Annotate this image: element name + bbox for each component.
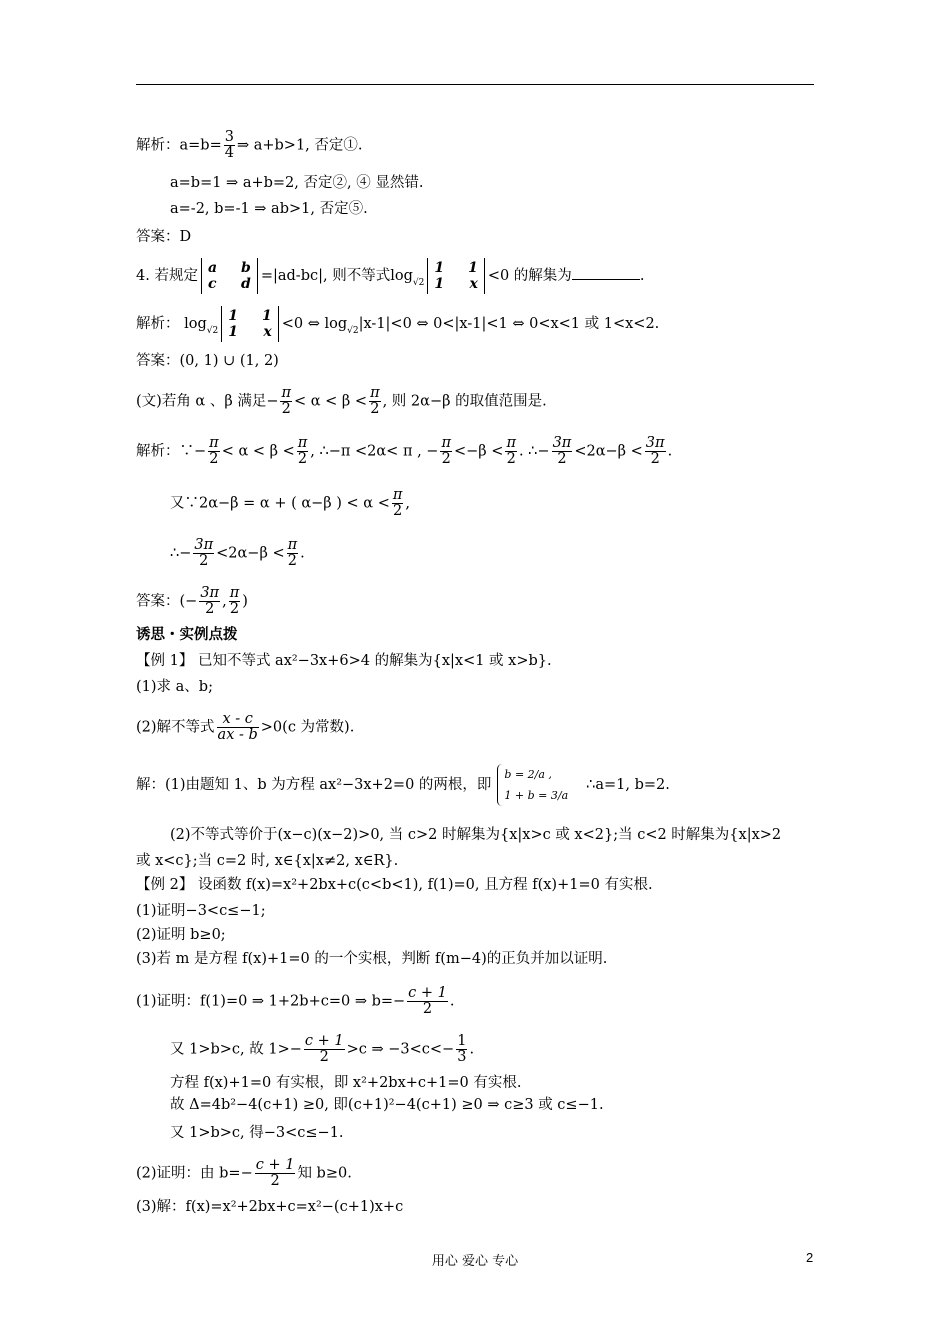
page-footer: 用心 爱心 专心 xyxy=(431,1254,519,1269)
solution-4 xyxy=(136,306,659,342)
denominator: 2 xyxy=(506,451,516,467)
fraction-3pi-2 xyxy=(645,436,666,467)
text: ∴a=1, b=2. xyxy=(586,777,670,793)
example-1-q2 xyxy=(136,712,354,743)
det-c: c xyxy=(207,276,217,292)
denominator: 2 xyxy=(270,1173,280,1189)
solution-line-1 xyxy=(136,130,363,161)
fraction-c1-2 xyxy=(407,986,448,1017)
example-2: 【例 2】 设函数 f(x)=x²+2bx+c(c<b<1), f(1)=0, 且方程 f(x)+1=0 有实根. xyxy=(136,877,653,893)
denominator: 2 xyxy=(370,401,380,417)
proof-3: 方程 f(x)+1=0 有实根，即 x²+2bx+c+1=0 有实根. xyxy=(170,1075,522,1091)
text: 知 b≥0. xyxy=(297,1165,352,1182)
system-line-2: 1 + b = 3/a xyxy=(504,789,569,802)
fraction-1-3 xyxy=(456,1034,467,1065)
example-1-q1: (1)求 a、b; xyxy=(136,679,213,695)
fraction-pi-2 xyxy=(297,436,309,467)
text: 解：(1)由题知 1、b 为方程 ax²−3x+2=0 的两根，即 xyxy=(136,777,492,793)
determinant-11-1x xyxy=(427,258,485,294)
log: log xyxy=(324,316,348,332)
wen-solution-3 xyxy=(170,538,305,569)
text: (文)若角 α 、β 满足− xyxy=(136,393,279,410)
problem-4 xyxy=(136,258,644,294)
log-base: √2 xyxy=(347,326,359,336)
fraction-3pi-2 xyxy=(193,538,214,569)
text: . xyxy=(469,1041,475,1058)
log-base: √2 xyxy=(412,278,425,288)
text: , xyxy=(222,593,227,610)
fraction-pi-2 xyxy=(229,586,241,617)
text: <2α−β < xyxy=(216,545,285,562)
denominator: 2 xyxy=(205,601,215,617)
fraction-pi-2 xyxy=(505,436,517,467)
text: . xyxy=(639,268,645,284)
proof-7: (3)解：f(x)=x²+2bx+c=x²−(c+1)x+c xyxy=(136,1199,404,1215)
text: , xyxy=(405,495,410,512)
proof-4: 故 Δ=4b²−4(c+1) ≥0, 即(c+1)²−4(c+1) ≥0 ⇒ c≥3 或 c≤−1. xyxy=(170,1097,604,1113)
text: 又∵2α−β = α + ( α−β ) < α < xyxy=(170,495,390,512)
text: , 则 2α−β 的取值范围是. xyxy=(382,393,547,410)
det-11: 1 xyxy=(434,260,445,276)
det-22: x xyxy=(469,276,478,292)
det-22: x xyxy=(263,324,272,340)
numerator: 3π xyxy=(194,537,214,553)
numerator: π xyxy=(229,585,240,601)
fraction-pi-2 xyxy=(440,436,452,467)
text: . ∴− xyxy=(518,443,550,460)
proof-6 xyxy=(136,1158,352,1189)
proof-5: 又 1>b>c, 得−3<c≤−1. xyxy=(170,1125,344,1141)
text: (1)证明：f(1)=0 ⇒ 1+2b+c=0 ⇒ b=− xyxy=(136,993,406,1010)
determinant-abcd xyxy=(201,258,258,294)
text: <0 ⇔ xyxy=(281,316,325,332)
proof-2 xyxy=(170,1034,474,1065)
numerator: 3π xyxy=(200,585,220,601)
numerator: π xyxy=(297,435,308,451)
solution-line-3: a=-2, b=-1 ⇒ ab>1, 否定⑤. xyxy=(170,201,368,217)
text: <0 的解集为 xyxy=(487,268,572,284)
det-21: 1 xyxy=(434,276,445,292)
text: ⇒ a+b>1, 否定①. xyxy=(236,137,363,154)
fraction-pi-2 xyxy=(280,386,292,417)
wen-solution-2 xyxy=(170,488,410,519)
text: ) xyxy=(242,593,248,610)
denominator: 2 xyxy=(441,451,451,467)
numerator: π xyxy=(392,487,403,503)
text: 解析：a=b= xyxy=(136,137,222,154)
text: 解析： xyxy=(136,316,180,332)
fraction-pi-2 xyxy=(392,488,404,519)
numerator: 3π xyxy=(552,435,572,451)
text: . xyxy=(667,443,673,460)
det-d: d xyxy=(241,276,251,292)
numerator: x - c xyxy=(217,712,259,728)
answer-blank xyxy=(572,279,640,280)
text: (2)解不等式 xyxy=(136,719,215,736)
text: >0(c 为常数). xyxy=(260,719,355,736)
denominator: 2 xyxy=(199,553,209,569)
example-2-q3: (3)若 m 是方程 f(x)+1=0 的一个实根，判断 f(m−4)的正负并加以证明. xyxy=(136,951,608,967)
equation-system xyxy=(497,764,572,806)
fraction-3-4 xyxy=(224,130,235,161)
fraction-c1-2 xyxy=(255,1158,296,1189)
text: 4. 若规定 xyxy=(136,268,198,284)
wen-answer xyxy=(136,586,248,617)
denominator: 2 xyxy=(557,451,567,467)
fraction-3pi-2 xyxy=(199,586,220,617)
numerator: π xyxy=(281,385,291,401)
denominator: 2 xyxy=(319,1049,329,1065)
denominator: ax - b xyxy=(217,727,258,743)
text: ∴− xyxy=(170,545,192,562)
solution-e1-2: (2)不等式等价于(x−c)(x−2)>0, 当 c>2 时解集为{x|x>c 或 x<2};当 c<2 时解集为{x|x>2 xyxy=(170,827,782,843)
text: |x-1|<0 ⇔ 0<|x-1|<1 ⇔ 0<x<1 或 1<x<2. xyxy=(358,316,660,332)
numerator: 3 xyxy=(224,129,234,145)
denominator: 2 xyxy=(281,401,291,417)
numerator: c + 1 xyxy=(408,985,447,1001)
determinant-11-1x xyxy=(221,306,279,342)
numerator: π xyxy=(370,385,380,401)
numerator: π xyxy=(287,537,298,553)
text: . xyxy=(449,993,455,1010)
log: log xyxy=(390,268,413,284)
fraction-c1-2 xyxy=(304,1034,345,1065)
example-2-q1: (1)证明−3<c≤−1; xyxy=(136,903,266,919)
text: (2)证明：由 b=− xyxy=(136,1165,253,1182)
denominator: 2 xyxy=(393,503,403,519)
wen-solution-1 xyxy=(136,436,672,467)
det-21: 1 xyxy=(228,324,238,340)
text: 答案：(− xyxy=(136,593,198,610)
answer-4: 答案：(0, 1) ∪ (1, 2) xyxy=(136,353,279,369)
fraction-pi-2 xyxy=(369,386,381,417)
log: log xyxy=(184,316,207,332)
proof-1 xyxy=(136,986,455,1017)
numerator: 1 xyxy=(457,1033,467,1049)
text: =|ad-bc|, 则不等式 xyxy=(260,268,391,284)
det-b: b xyxy=(241,260,251,276)
numerator: π xyxy=(441,435,451,451)
denominator: 2 xyxy=(650,451,660,467)
fraction-x-c-over-ax-b xyxy=(217,712,259,743)
denominator: 2 xyxy=(287,553,297,569)
solution-e1-3: 或 x<c};当 c=2 时, x∈{x|x≠2, x∈R}. xyxy=(136,853,399,869)
answer-d: 答案：D xyxy=(136,229,192,245)
header-rule xyxy=(136,84,814,85)
text: >c ⇒ −3<c<− xyxy=(346,1041,455,1058)
denominator: 2 xyxy=(422,1001,433,1017)
numerator: c + 1 xyxy=(255,1157,295,1173)
text: < α < β < xyxy=(221,443,295,460)
numerator: π xyxy=(506,435,516,451)
denominator: 3 xyxy=(457,1049,467,1065)
text: , ∴−π <2α< π , − xyxy=(310,443,439,460)
text: . xyxy=(300,545,305,562)
wen-problem xyxy=(136,386,547,417)
text: < α < β < xyxy=(294,393,368,410)
text: 解析：∵− xyxy=(136,443,207,460)
numerator: c + 1 xyxy=(304,1033,344,1049)
solution-line-2: a=b=1 ⇒ a+b=2, 否定②, ④ 显然错. xyxy=(170,175,424,191)
fraction-pi-2 xyxy=(208,436,220,467)
example-2-q2: (2)证明 b≥0; xyxy=(136,927,226,943)
system-line-1: b = 2/a , xyxy=(504,768,552,781)
example-1: 【例 1】 已知不等式 ax²−3x+6>4 的解集为{x|x<1 或 x>b}. xyxy=(136,653,552,669)
fraction-3pi-2 xyxy=(552,436,573,467)
det-a: a xyxy=(207,260,218,276)
text: 又 1>b>c, 故 1>− xyxy=(170,1041,302,1058)
det-12: 1 xyxy=(261,308,272,324)
section-heading: 诱思・实例点拨 xyxy=(136,627,238,643)
log-base: √2 xyxy=(206,326,219,336)
fraction-pi-2 xyxy=(287,538,299,569)
text: <−β < xyxy=(453,443,504,460)
numerator: π xyxy=(209,435,219,451)
det-11: 1 xyxy=(228,308,238,324)
page-number: 2 xyxy=(806,1250,814,1265)
denominator: 2 xyxy=(209,451,219,467)
denominator: 2 xyxy=(297,451,308,467)
det-12: 1 xyxy=(468,260,478,276)
solution-e1-1 xyxy=(136,764,670,806)
numerator: 3π xyxy=(645,435,665,451)
denominator: 4 xyxy=(224,145,234,161)
text: <2α−β < xyxy=(574,443,643,460)
denominator: 2 xyxy=(229,601,240,617)
